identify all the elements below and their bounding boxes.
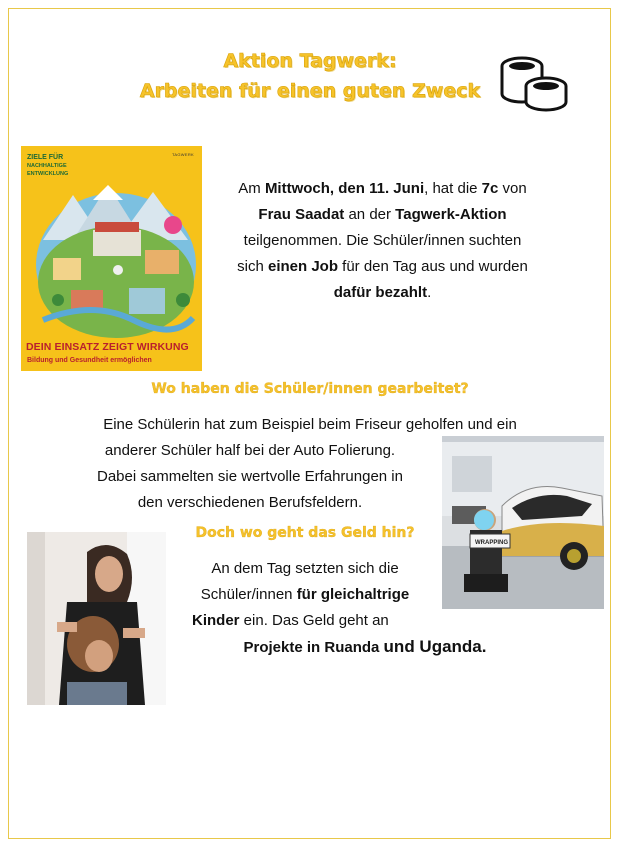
- section1-line3: Dabei sammelten sie wertvolle Erfahrungen in: [97, 468, 403, 485]
- poster-slogan: DEIN EINSATZ ZEIGT WIRKUNG: [26, 341, 189, 353]
- section1-line2: anderer Schüler half bei der Auto Folierung.: [104, 442, 396, 459]
- car-scene-image: [442, 436, 604, 609]
- poster-brand: TAGWERK: [171, 152, 194, 157]
- section1-line4: den verschiedenen Berufsfeldern.: [137, 494, 363, 511]
- section1-line1: Eine Schülerin hat zum Beispiel beim Friseur geholfen und ein: [103, 416, 517, 433]
- poster-subline: Bildung und Gesundheit ermöglichen: [27, 357, 152, 364]
- section-heading-workplaces: Wo haben die Schüler/innen gearbeitet?: [151, 381, 469, 397]
- page-title-line1: Aktion Tagwerk:: [223, 50, 397, 72]
- poster-sdg-label: ZIELE FÜR NACHHALTIGE ENTWICKLUNG: [27, 154, 69, 177]
- section-heading-money: Doch wo geht das Geld hin?: [195, 525, 415, 541]
- section2-paragraph: An dem Tag setzten sich die Schüler/innen für gleichaltrige Kinder ein. Das Geld geht an: [192, 560, 410, 629]
- coins-stack-icon: [498, 52, 570, 114]
- page-title-line2: Arbeiten für einen guten Zweck: [139, 80, 481, 102]
- car-wrapping-photo: [442, 436, 604, 609]
- tagwerk-poster: [21, 146, 202, 371]
- intro-paragraph: Am Mittwoch, den 11. Juni, hat die 7c von Frau Saadat an der Tagwerk-Aktion teilgenommen. Die Schüler/innen suchten sich einen Job für den Tag aus und wurden dafür bezahlt.: [237, 180, 528, 301]
- hairdresser-scene-image: [27, 532, 166, 705]
- poster-illustration: [33, 170, 199, 345]
- car-sign-text: WRAPPING: [475, 540, 508, 546]
- hairdresser-photo: [27, 532, 166, 705]
- section2-projects-line: Projekte in Ruanda und Uganda.: [243, 637, 487, 656]
